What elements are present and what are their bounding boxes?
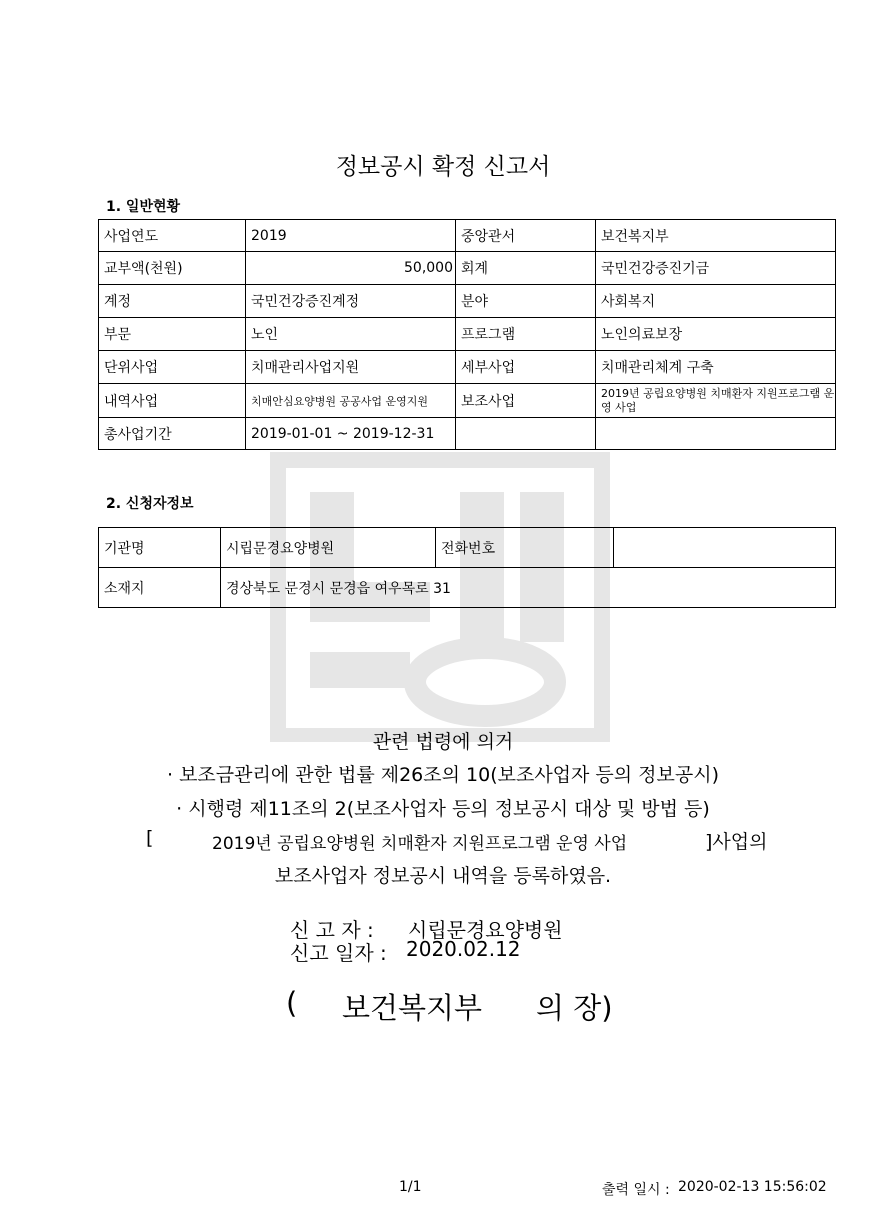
cell-label: 내역사업 bbox=[99, 384, 246, 418]
bracket-close: ]사업의 bbox=[705, 831, 768, 853]
cell-label: 계정 bbox=[99, 285, 246, 318]
section-applicant-label: 2. 신청자정보 bbox=[106, 496, 194, 512]
declaration-line-1: 관련 법령에 의거 bbox=[372, 731, 514, 753]
paren-open: ( bbox=[286, 986, 298, 1020]
cell-value: 보건복지부 bbox=[596, 220, 836, 252]
cell-label: 회계 bbox=[456, 252, 596, 285]
phone-value bbox=[614, 528, 836, 568]
reporter-value: 시립문경요양병원 bbox=[408, 918, 563, 942]
report-date-value: 2020.02.12 bbox=[406, 937, 521, 961]
cell-value: 50,000 bbox=[246, 252, 456, 285]
declaration-line-3: · 시행령 제11조의 2(보조사업자 등의 정보공시 대상 및 방법 등) bbox=[176, 798, 710, 820]
cell-value bbox=[596, 418, 836, 450]
cell-label bbox=[456, 418, 596, 450]
bracket-open: [ bbox=[146, 827, 154, 849]
cell-label: 프로그램 bbox=[456, 318, 596, 351]
table-row bbox=[99, 318, 836, 351]
print-time-label: 출력 일시 : bbox=[602, 1182, 670, 1198]
cell-value: 2019 bbox=[246, 220, 456, 252]
ministry-name: 보건복지부 bbox=[342, 991, 483, 1025]
cell-label: 교부액(천원) bbox=[99, 252, 246, 285]
general-info-table bbox=[98, 219, 836, 450]
cell-value: 노인 bbox=[246, 318, 456, 351]
cell-label: 부문 bbox=[99, 318, 246, 351]
cell-value: 사회복지 bbox=[596, 285, 836, 318]
cell-value: 치매안심요양병원 공공사업 운영지원 bbox=[246, 384, 456, 418]
cell-value: 2019년 공립요양병원 치매환자 지원프로그램 운영 사업 bbox=[596, 384, 836, 418]
cell-label: 사업연도 bbox=[99, 220, 246, 252]
cell-label: 총사업기간 bbox=[99, 418, 246, 450]
table-row bbox=[99, 252, 836, 285]
reporter-label: 신 고 자 : bbox=[290, 918, 374, 942]
address-label: 소재지 bbox=[99, 568, 221, 608]
table-row bbox=[99, 351, 836, 384]
table-row bbox=[99, 418, 836, 450]
title-suffix: 의 장) bbox=[536, 991, 613, 1025]
cell-value: 노인의료보장 bbox=[596, 318, 836, 351]
table-row bbox=[99, 568, 836, 608]
address-value: 경상북도 문경시 문경읍 여우목로 31 bbox=[221, 568, 836, 608]
table-row bbox=[99, 528, 836, 568]
cell-label: 단위사업 bbox=[99, 351, 246, 384]
declaration-line-5: 보조사업자 정보공시 내역을 등록하였음. bbox=[274, 865, 612, 887]
section-general-label: 1. 일반현황 bbox=[106, 199, 181, 215]
print-time-value: 2020-02-13 15:56:02 bbox=[678, 1179, 827, 1195]
cell-value: 치매관리사업지원 bbox=[246, 351, 456, 384]
cell-value: 국민건강증진기금 bbox=[596, 252, 836, 285]
report-date-label: 신고 일자 : bbox=[290, 941, 387, 965]
org-value: 시립문경요양병원 bbox=[221, 528, 436, 568]
cell-value: 치매관리체계 구축 bbox=[596, 351, 836, 384]
declaration-line-2: · 보조금관리에 관한 법률 제26조의 10(보조사업자 등의 정보공시) bbox=[167, 764, 719, 786]
cell-value: 국민건강증진계정 bbox=[246, 285, 456, 318]
phone-label: 전화번호 bbox=[436, 528, 614, 568]
project-name: 2019년 공립요양병원 치매환자 지원프로그램 운영 사업 bbox=[212, 834, 628, 854]
cell-label: 세부사업 bbox=[456, 351, 596, 384]
page-title: 정보공시 확정 신고서 bbox=[335, 154, 551, 180]
org-label: 기관명 bbox=[99, 528, 221, 568]
cell-value: 2019-01-01 ~ 2019-12-31 bbox=[246, 418, 456, 450]
table-row bbox=[99, 220, 836, 252]
table-row bbox=[99, 384, 836, 418]
table-row bbox=[99, 285, 836, 318]
cell-label: 보조사업 bbox=[456, 384, 596, 418]
applicant-info-table bbox=[98, 527, 836, 608]
cell-label: 분야 bbox=[456, 285, 596, 318]
page-number: 1/1 bbox=[399, 1179, 422, 1195]
cell-label: 중앙관서 bbox=[456, 220, 596, 252]
